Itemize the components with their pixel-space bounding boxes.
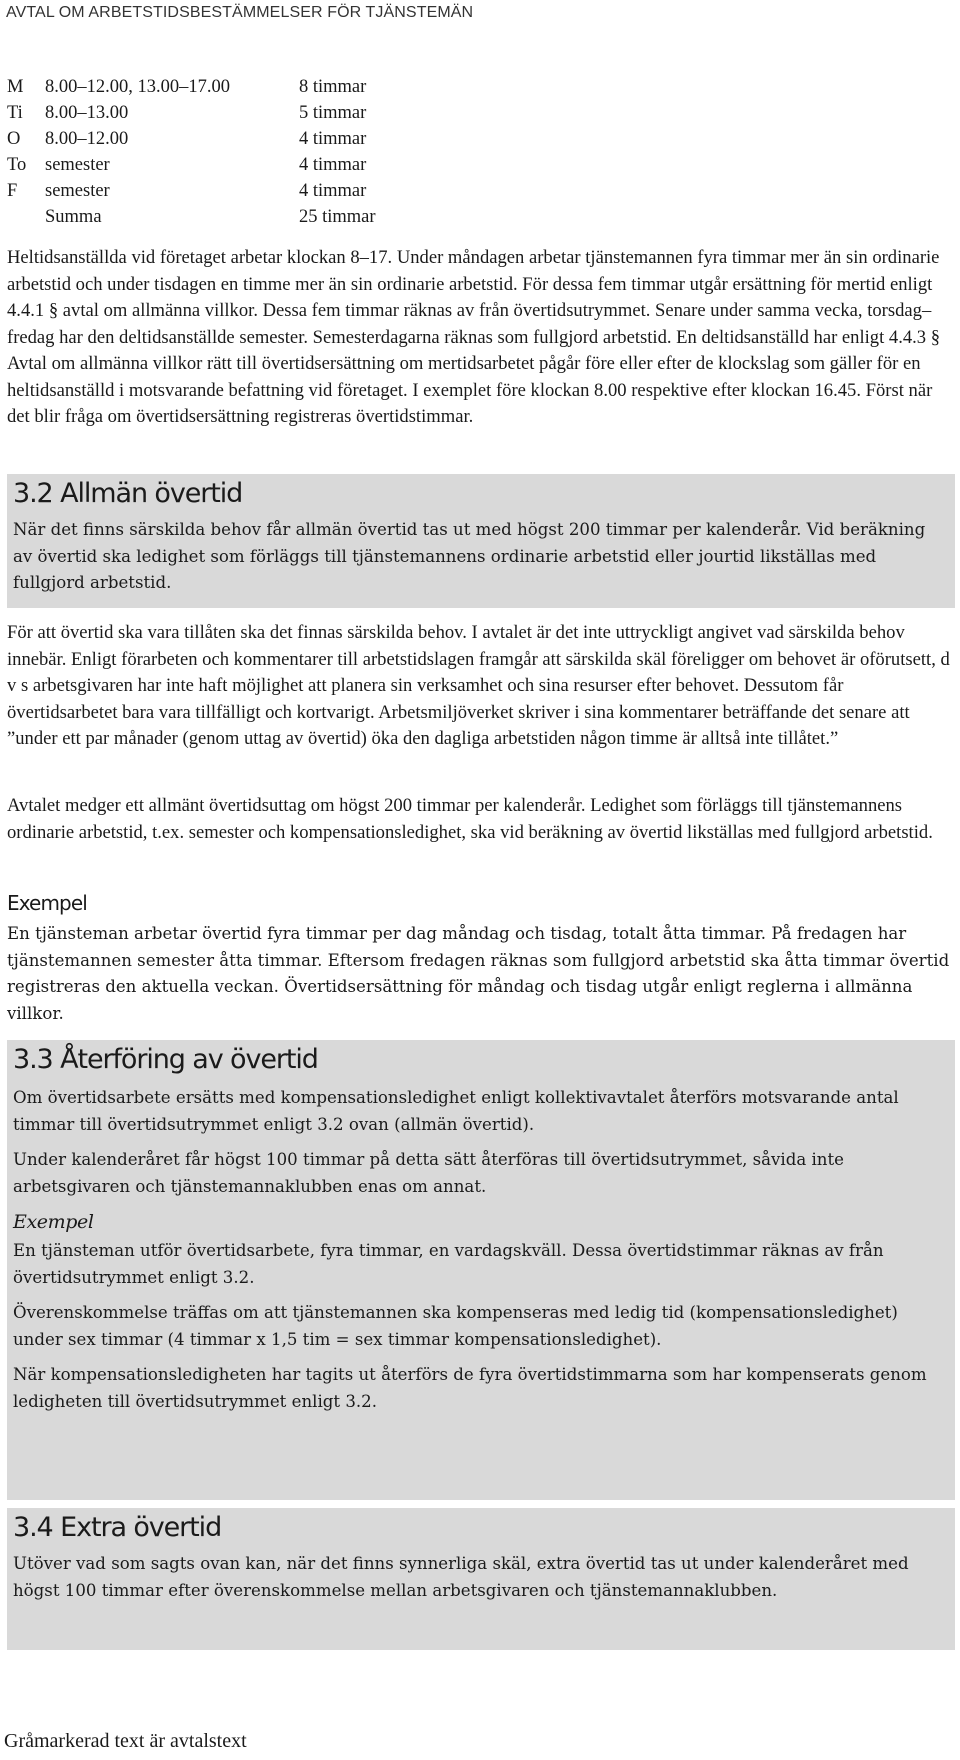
schedule-day: M xyxy=(7,77,24,97)
agreement-text-3-4: Utöver vad som sagts ovan kan, när det finns synnerliga skäl, extra övertid tas ut under kalenderåret med högst 100 timmar efter överenskommelse mellan arbetsgivaren och tjänstemannaklubben. xyxy=(13,1554,909,1600)
schedule-table xyxy=(7,74,427,230)
schedule-sum-row xyxy=(7,204,427,230)
intro-paragraph: Heltidsanställda vid företaget arbetar klockan 8–17. Under måndagen arbetar tjänstemannen fyra timmar mer än sin ordinarie arbetstid och under tisdagen en timme mer än sin ordinarie arbetstid. För dessa fem timmar utgår ersättning för mertid enligt 4.4.1 § avtal om allmänna villkor. Dessa fem timmar räknas av från övertidsutrymmet. Senare under samma vecka, torsdag–fredag har den deltidsanställde semester. Semesterdagarna räknas som fullgjord arbetstid. En deltidsanställd har enligt 4.4.3 § Avtal om allmänna villkor rätt till övertidsersättning om mertidsarbetet pågår före eller efter de klockslag som gäller för en heltidsanställd i motsvarande befattning vid företaget. I exemplet före klockan 8.00 respektive efter klockan 16.45. Först när det blir fråga om övertidsersättning registreras övertidstimmar. xyxy=(7,247,941,427)
example-heading-3-2: Exempel xyxy=(7,891,87,915)
section-heading-3-4: 3.4 Extra övertid xyxy=(13,1512,222,1543)
schedule-row xyxy=(7,126,427,152)
schedule-hours: 4 timmar xyxy=(299,155,367,175)
schedule-day: O xyxy=(7,129,21,149)
running-header: AVTAL OM ARBETSTIDSBESTÄMMELSER FÖR TJÄNSTEMÄN xyxy=(6,4,474,21)
agreement-block-3-3 xyxy=(7,1040,955,1500)
schedule-day: Ti xyxy=(7,103,23,123)
example-text-3-3-b: Överenskommelse träffas om att tjänstemannen ska kompenseras med ledig tid (kompensationsledighet) under sex timmar (4 timmar x 1,5 tim = sex timmar kompensationsledighet). xyxy=(13,1303,898,1349)
schedule-row xyxy=(7,178,427,204)
schedule-hours: 8 timmar xyxy=(299,77,367,97)
schedule-row xyxy=(7,152,427,178)
agreement-text-3-2: När det finns särskilda behov får allmän övertid tas ut med högst 200 timmar per kalenderår. Vid beräkning av övertid ska ledighet som förläggs till tjänstemannens ordinarie arbetstid eller jourtid likställas med fullgjord arbetstid. xyxy=(13,520,926,592)
schedule-row xyxy=(7,100,427,126)
schedule-day: To xyxy=(7,155,27,175)
schedule-hours: 4 timmar xyxy=(299,181,367,201)
schedule-time: semester xyxy=(45,181,110,201)
schedule-time: 8.00–12.00, 13.00–17.00 xyxy=(45,77,230,97)
example-text-3-2: En tjänsteman arbetar övertid fyra timmar per dag måndag och tisdag, totalt åtta timmar. På fredagen har tjänstemannen semester åtta timmar. Eftersom fredagen räknas som fullgjord arbetstid ska åtta timmar övertid registreras den aktuella veckan. Övertidsersättning för måndag och tisdag utgår enligt reglerna i allmänna villkor. xyxy=(7,924,950,1023)
schedule-sum-hours: 25 timmar xyxy=(299,207,376,227)
footer-note: Gråmarkerad text är avtalstext xyxy=(4,1730,247,1752)
schedule-day: F xyxy=(7,181,18,201)
schedule-hours: 5 timmar xyxy=(299,103,367,123)
paragraph-3-2-limit: Avtalet medger ett allmänt övertidsuttag om högst 200 timmar per kalenderår. Ledighet som förläggs till tjänstemannens ordinarie arbetstid, t.ex. semester och kompensationsledighet, ska vid beräkning av övertid likställas med fullgjord arbetstid. xyxy=(7,795,933,843)
agreement-block-3-2 xyxy=(7,474,955,608)
schedule-time: semester xyxy=(45,155,110,175)
schedule-sum-label: Summa xyxy=(45,207,102,227)
schedule-time: 8.00–13.00 xyxy=(45,103,129,123)
schedule-time: 8.00–12.00 xyxy=(45,129,129,149)
section-heading-3-3: 3.3 Återföring av övertid xyxy=(13,1044,318,1075)
example-text-3-3-c: När kompensationsledigheten har tagits ut återförs de fyra övertidstimmarna som har kompenserats genom ledigheten till övertidsutrymmet enligt 3.2. xyxy=(13,1365,927,1411)
example-text-3-3-a: En tjänsteman utför övertidsarbete, fyra timmar, en vardagskväll. Dessa övertidstimmar räknas av från övertidsutrymmet enligt 3.2. xyxy=(13,1241,884,1287)
schedule-row xyxy=(7,74,427,100)
schedule-hours: 4 timmar xyxy=(299,129,367,149)
agreement-text-3-3-a: Om övertidsarbete ersätts med kompensationsledighet enligt kollektivavtalet återförs motsvarande antal timmar till övertidsutrymmet enligt 3.2 ovan (allmän övertid). xyxy=(13,1088,899,1134)
section-heading-3-2: 3.2 Allmän övertid xyxy=(13,478,243,509)
example-heading-3-3: Exempel xyxy=(13,1211,94,1233)
agreement-block-3-4 xyxy=(7,1508,955,1650)
agreement-text-3-3-b: Under kalenderåret får högst 100 timmar på detta sätt återföras till övertidsutrymmet, såvida inte arbetsgivaren och tjänstemannaklubben enas om annat. xyxy=(13,1150,844,1196)
paragraph-3-2-special-needs: För att övertid ska vara tillåten ska det finnas särskilda behov. I avtalet är det inte uttryckligt angivet vad särskilda behov innebär. Enligt förarbeten och kommentarer till arbetstidslagen framgår att särskilda skäl föreligger om behovet är oförutsett, d v s arbetsgivaren har inte haft möjlighet att planera sin verksamhet och sina resurser efter behovet. Dessutom får övertidsarbetet bara vara tillfälligt och kortvarigt. Arbetsmiljöverket skriver i sina kommentarer beträffande det senare att ”under ett par månader (genom uttag av övertid) öka den dagliga arbetstiden någon timme är alltså inte tillåtet.” xyxy=(7,622,950,749)
